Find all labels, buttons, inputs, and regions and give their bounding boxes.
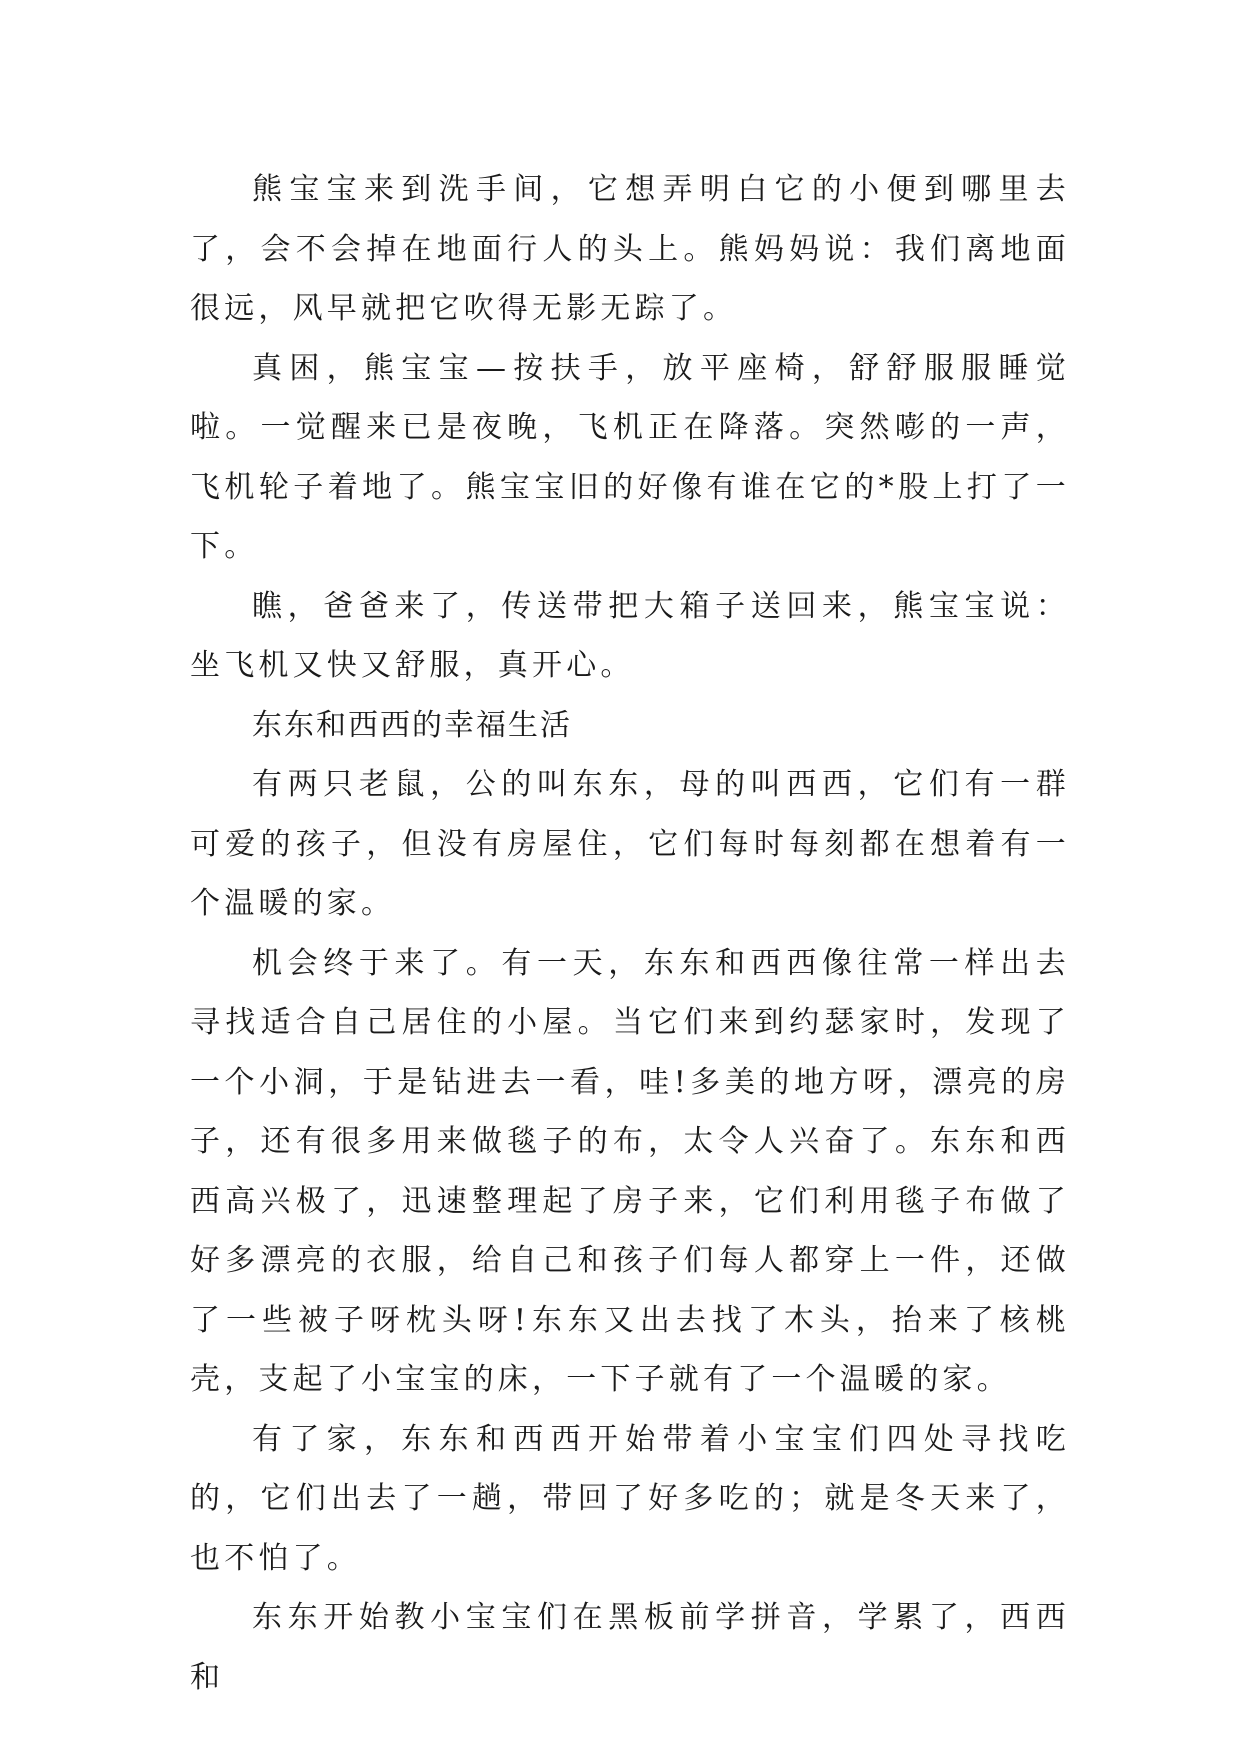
- paragraph: 瞧，爸爸来了，传送带把大箱子送回来，熊宝宝说：坐飞机又快又舒服，真开心。: [190, 588, 1070, 683]
- document-body: [190, 160, 1070, 1707]
- story-title: 东东和西西的幸福生活: [252, 707, 572, 743]
- paragraph: 机会终于来了。有一天，东东和西西像往常一样出去寻找适合自己居住的小屋。当它们来到约瑟家时，发现了一个小洞，于是钻进去一看，哇!多美的地方呀，漂亮的房子，还有很多用来做毯子的布，太令人兴奋了。东东和西西高兴极了，迅速整理起了房子来，它们利用毯子布做了好多漂亮的衣服，给自己和孩子们每人都穿上一件，还做了一些被子呀枕头呀!东东又出去找了木头，抬来了核桃壳，支起了小宝宝的床，一下子就有了一个温暖的家。: [190, 945, 1070, 1397]
- paragraph: 熊宝宝来到洗手间，它想弄明白它的小便到哪里去了，会不会掉在地面行人的头上。熊妈妈说：我们离地面很远，风早就把它吹得无影无踪了。: [190, 172, 1070, 326]
- paragraph: 有了家，东东和西西开始带着小宝宝们四处寻找吃的，它们出去了一趟，带回了好多吃的；就是冬天来了，也不怕了。: [190, 1421, 1070, 1576]
- paragraph: 真困，熊宝宝—按扶手，放平座椅，舒舒服服睡觉啦。一觉醒来已是夜晚，飞机正在降落。突然嘭的一声，飞机轮子着地了。熊宝宝旧的好像有谁在它的*股上打了一下。: [190, 350, 1070, 564]
- paragraph: 东东开始教小宝宝们在黑板前学拼音，学累了，西西和: [190, 1600, 1070, 1695]
- paragraph: 有两只老鼠，公的叫东东，母的叫西西，它们有一群可爱的孩子，但没有房屋住，它们每时每刻都在想着有一个温暖的家。: [190, 767, 1070, 921]
